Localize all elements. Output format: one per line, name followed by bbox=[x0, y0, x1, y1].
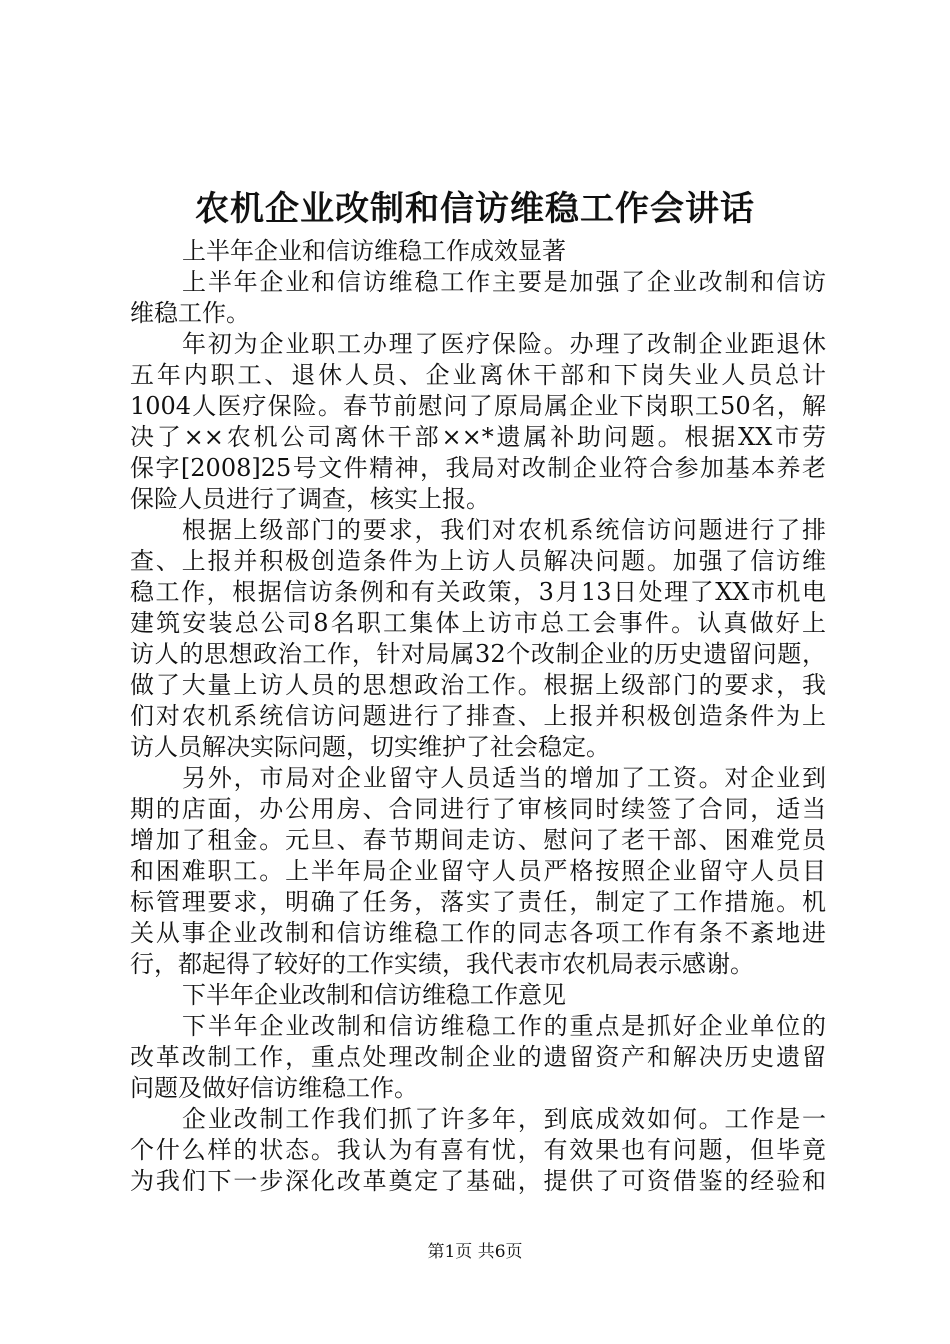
paragraph-line: 上半年企业和信访维稳工作主要是加强了企业改制和信访 bbox=[182, 268, 826, 296]
paragraph-line: 标管理要求，明确了任务，落实了责任，制定了工作措施。机 bbox=[130, 888, 826, 916]
paragraph-line: 期的店面，办公用房、合同进行了审核同时续签了合同，适当 bbox=[130, 795, 826, 823]
paragraph-line: 保字[2008]25号文件精神，我局对改制企业符合参加基本养老 bbox=[130, 454, 826, 482]
paragraph-line: 年初为企业职工办理了医疗保险。办理了改制企业距退休 bbox=[182, 330, 826, 358]
paragraph-line: 决了××农机公司离休干部××*遗属补助问题。根据XX市劳 bbox=[130, 423, 826, 451]
paragraph-line: 根据上级部门的要求，我们对农机系统信访问题进行了排 bbox=[182, 516, 826, 544]
section-heading: 上半年企业和信访维稳工作成效显著 bbox=[182, 237, 566, 265]
document-body bbox=[130, 236, 826, 1197]
paragraph-line: 关从事企业改制和信访维稳工作的同志各项工作有条不紊地进 bbox=[130, 919, 826, 947]
paragraph-line: 稳工作，根据信访条例和有关政策，3月13日处理了XX市机电 bbox=[130, 578, 826, 606]
paragraph-line: 个什么样的状态。我认为有喜有忧，有效果也有问题，但毕竟 bbox=[130, 1136, 826, 1164]
paragraph-line: 下半年企业改制和信访维稳工作的重点是抓好企业单位的 bbox=[182, 1012, 826, 1040]
paragraph-line: 企业改制工作我们抓了许多年，到底成效如何。工作是一 bbox=[182, 1105, 826, 1133]
document-title: 农机企业改制和信访维稳工作会讲话 bbox=[195, 189, 755, 229]
paragraph-line: 访人员解决实际问题，切实维护了社会稳定。 bbox=[130, 733, 610, 761]
paragraph-line: 维稳工作。 bbox=[130, 299, 250, 327]
paragraph-line: 另外，市局对企业留守人员适当的增加了工资。对企业到 bbox=[182, 764, 826, 792]
paragraph-line: 行，都起得了较好的工作实绩，我代表市农机局表示感谢。 bbox=[130, 950, 754, 978]
paragraph-line: 做了大量上访人员的思想政治工作。根据上级部门的要求，我 bbox=[130, 671, 826, 699]
paragraph-line: 改革改制工作，重点处理改制企业的遗留资产和解决历史遗留 bbox=[130, 1043, 826, 1071]
paragraph-line: 问题及做好信访维稳工作。 bbox=[130, 1074, 418, 1102]
paragraph-line: 查、上报并积极创造条件为上访人员解决问题。加强了信访维 bbox=[130, 547, 826, 575]
page-footer: 第1页 共6页 bbox=[427, 1242, 523, 1262]
paragraph-line: 们对农机系统信访问题进行了排查、上报并积极创造条件为上 bbox=[130, 702, 826, 730]
paragraph-line: 增加了租金。元旦、春节期间走访、慰问了老干部、困难党员 bbox=[130, 826, 826, 854]
section-heading: 下半年企业改制和信访维稳工作意见 bbox=[182, 981, 566, 1009]
paragraph-line: 建筑安装总公司8名职工集体上访市总工会事件。认真做好上 bbox=[130, 609, 826, 637]
paragraph-line: 五年内职工、退休人员、企业离休干部和下岗失业人员总计 bbox=[130, 361, 826, 389]
paragraph-line: 访人的思想政治工作，针对局属32个改制企业的历史遗留问题， bbox=[130, 640, 826, 668]
paragraph-line: 为我们下一步深化改革奠定了基础，提供了可资借鉴的经验和 bbox=[130, 1167, 826, 1195]
paragraph-line: 1004人医疗保险。春节前慰问了原局属企业下岗职工50名，解 bbox=[130, 392, 826, 420]
paragraph-line: 和困难职工。上半年局企业留守人员严格按照企业留守人员目 bbox=[130, 857, 826, 885]
paragraph-line: 保险人员进行了调查，核实上报。 bbox=[130, 485, 490, 513]
